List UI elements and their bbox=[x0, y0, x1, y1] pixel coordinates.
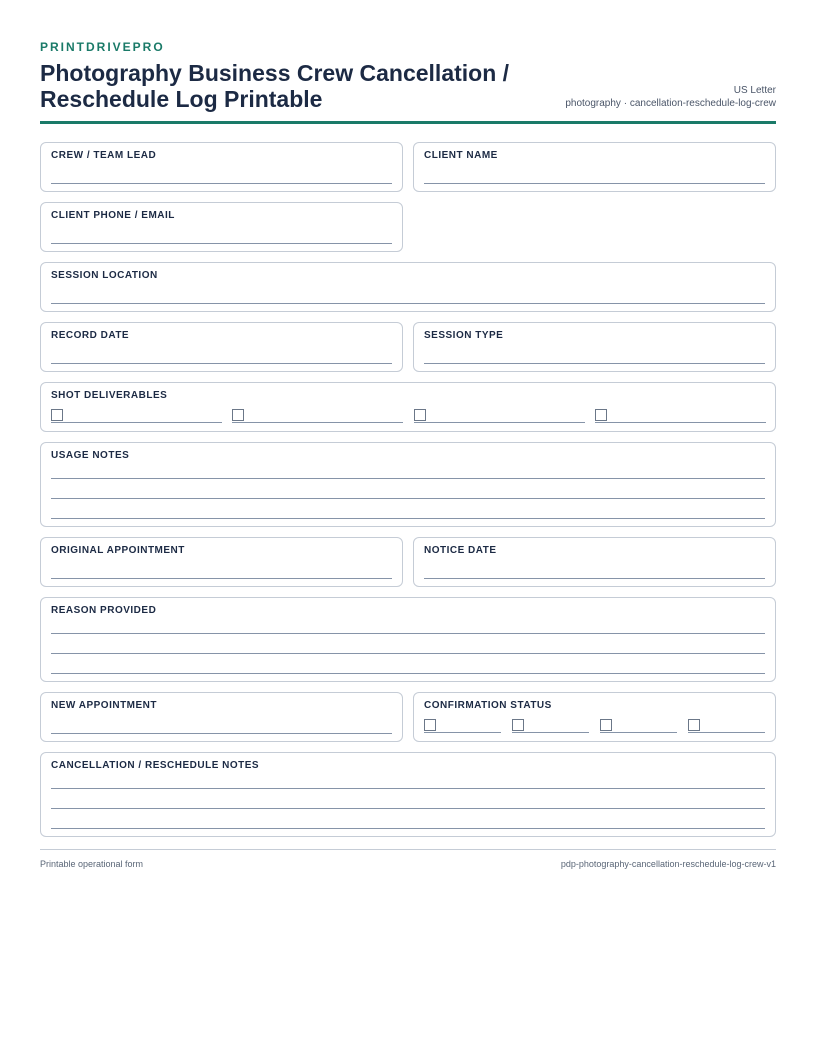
crew-lead-label: CREW / TEAM LEAD bbox=[51, 150, 157, 161]
notice-date-field bbox=[413, 537, 776, 587]
form-version-id: pdp-photography-cancellation-reschedule-log-crew-v1 bbox=[560, 859, 776, 869]
cancellation-notes-line-1[interactable] bbox=[51, 788, 765, 789]
footer-note: Printable operational form bbox=[40, 859, 144, 869]
page-header bbox=[40, 54, 776, 124]
checkbox-icon[interactable] bbox=[512, 719, 524, 731]
checkbox-icon[interactable] bbox=[232, 409, 244, 421]
session-location-label: SESSION LOCATION bbox=[51, 270, 158, 281]
usage-notes-line-1[interactable] bbox=[51, 478, 765, 479]
deliverable-checkbox-2[interactable] bbox=[232, 409, 403, 423]
deliverable-checkbox-4[interactable] bbox=[595, 409, 766, 423]
cancellation-notes-line-2[interactable] bbox=[51, 808, 765, 809]
session-type-input-line[interactable] bbox=[424, 363, 765, 364]
original-appointment-input-line[interactable] bbox=[51, 578, 392, 579]
deliverable-checkbox-1[interactable] bbox=[51, 409, 222, 423]
confirmation-checkbox-2[interactable] bbox=[512, 719, 589, 733]
checkbox-icon[interactable] bbox=[51, 409, 63, 421]
checkbox-icon[interactable] bbox=[414, 409, 426, 421]
cancellation-notes-label: CANCELLATION / RESCHEDULE NOTES bbox=[51, 760, 260, 771]
page-title: Photography Business Crew Cancellation / Reschedule Log Printable bbox=[40, 60, 510, 112]
client-contact-field bbox=[40, 202, 403, 252]
notice-date-input-line[interactable] bbox=[424, 578, 765, 579]
client-name-field bbox=[413, 142, 776, 192]
checkbox-icon[interactable] bbox=[688, 719, 700, 731]
cancellation-notes-line-3[interactable] bbox=[51, 828, 765, 829]
client-contact-input-line[interactable] bbox=[51, 243, 392, 244]
usage-notes-line-3[interactable] bbox=[51, 518, 765, 519]
paper-size: US Letter bbox=[733, 85, 776, 96]
record-date-label: RECORD DATE bbox=[51, 330, 130, 341]
original-appointment-field bbox=[40, 537, 403, 587]
checkbox-icon[interactable] bbox=[600, 719, 612, 731]
form-page bbox=[40, 40, 776, 124]
original-appointment-label: ORIGINAL APPOINTMENT bbox=[51, 545, 185, 556]
usage-notes-field bbox=[40, 442, 776, 527]
confirmation-status-label: CONFIRMATION STATUS bbox=[424, 700, 552, 711]
deliverable-checkbox-3[interactable] bbox=[414, 409, 585, 423]
notice-date-label: NOTICE DATE bbox=[424, 545, 497, 556]
form-slug: photography · cancellation-reschedule-log-crew bbox=[565, 98, 776, 109]
session-type-label: SESSION TYPE bbox=[424, 330, 504, 341]
session-type-field bbox=[413, 322, 776, 372]
record-date-field bbox=[40, 322, 403, 372]
usage-notes-label: USAGE NOTES bbox=[51, 450, 130, 461]
reason-provided-line-3[interactable] bbox=[51, 673, 765, 674]
brand-name: PRINTDRIVEPRO bbox=[40, 40, 165, 54]
shot-deliverables-label: SHOT DELIVERABLES bbox=[51, 390, 168, 401]
reason-provided-line-1[interactable] bbox=[51, 633, 765, 634]
record-date-input-line[interactable] bbox=[51, 363, 392, 364]
crew-lead-field bbox=[40, 142, 403, 192]
crew-lead-input-line[interactable] bbox=[51, 183, 392, 184]
checkbox-icon[interactable] bbox=[424, 719, 436, 731]
client-contact-label: CLIENT PHONE / EMAIL bbox=[51, 210, 175, 221]
reason-provided-label: REASON PROVIDED bbox=[51, 605, 157, 616]
page-footer bbox=[40, 849, 776, 869]
session-location-field bbox=[40, 262, 776, 312]
new-appointment-input-line[interactable] bbox=[51, 733, 392, 734]
confirmation-checkbox-4[interactable] bbox=[688, 719, 765, 733]
confirmation-status-field bbox=[413, 692, 776, 742]
session-location-input-line[interactable] bbox=[51, 303, 765, 304]
client-name-label: CLIENT NAME bbox=[424, 150, 498, 161]
new-appointment-field bbox=[40, 692, 403, 742]
usage-notes-line-2[interactable] bbox=[51, 498, 765, 499]
cancellation-notes-field bbox=[40, 752, 776, 837]
checkbox-icon[interactable] bbox=[595, 409, 607, 421]
confirmation-checkbox-1[interactable] bbox=[424, 719, 501, 733]
shot-deliverables-field bbox=[40, 382, 776, 432]
new-appointment-label: NEW APPOINTMENT bbox=[51, 700, 158, 711]
confirmation-checkbox-3[interactable] bbox=[600, 719, 677, 733]
client-name-input-line[interactable] bbox=[424, 183, 765, 184]
reason-provided-line-2[interactable] bbox=[51, 653, 765, 654]
page-meta bbox=[565, 84, 776, 110]
reason-provided-field bbox=[40, 597, 776, 682]
